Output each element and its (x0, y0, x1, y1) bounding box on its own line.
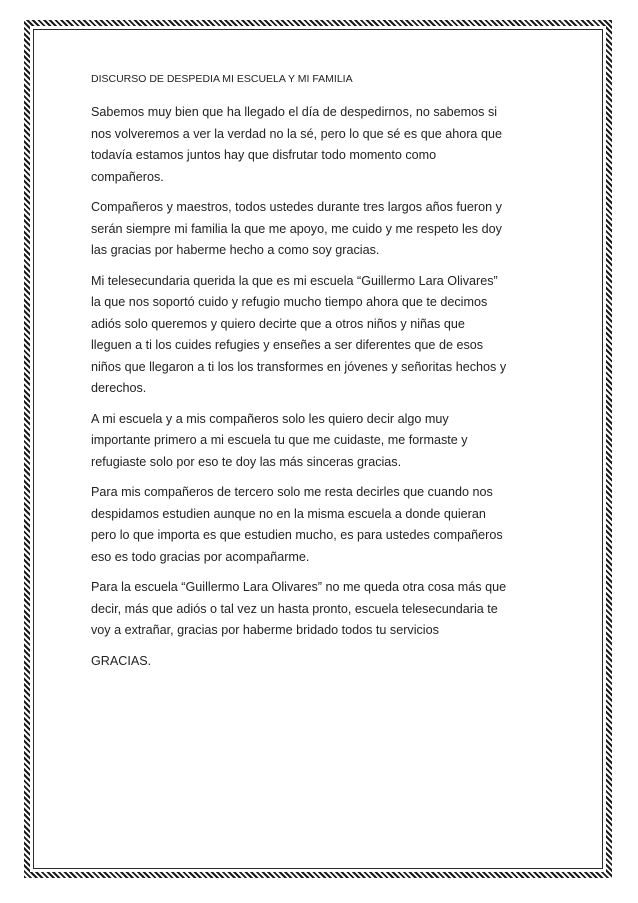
text-line: la que nos soportó cuido y refugio mucho tiempo ahora que te decimos (91, 295, 488, 309)
text-line: serán siempre mi familia la que me apoyo, me cuido y me respeto les doy (91, 221, 502, 236)
text-line: compañeros. (91, 169, 164, 184)
paragraph-1 (91, 102, 551, 188)
paragraph-3 (91, 271, 551, 400)
paragraph-5 (91, 482, 551, 568)
text-line: las gracias por haberme hecho a como soy gracias. (91, 243, 380, 257)
text-line: Para mis compañeros de tercero solo me resta decirles que cuando nos (91, 485, 493, 499)
text-line: niños que llegaron a ti los los transformes en jóvenes y señoritas hechos y (91, 359, 507, 374)
document-body (91, 72, 551, 681)
text-line: pero lo que importa es que estudien mucho, es para ustedes compañeros (91, 528, 503, 542)
text-line: decir, más que adiós o tal vez un hasta pronto, escuela telesecundaria te (91, 601, 498, 616)
paragraph-closing (91, 651, 551, 673)
text-line: derechos. (91, 381, 147, 395)
text-line: A mi escuela y a mis compañeros solo les quiero decir algo muy (91, 411, 449, 426)
text-line: lleguen a ti los cuides refugies y enseñes a ser diferentes que de esos (91, 338, 484, 352)
text-line: Mi telesecundaria querida la que es mi escuela “Guillermo Lara Olivares” (91, 273, 498, 288)
document-title: DISCURSO DE DESPEDIA MI ESCUELA Y MI FAMILIA (91, 73, 353, 85)
text-line: adiós solo queremos y quiero decirte que a otros niños y niñas que (91, 316, 465, 331)
paragraph-2 (91, 197, 551, 262)
text-line: todavía estamos juntos hay que disfrutar todo momento como (91, 148, 437, 162)
paragraph-6 (91, 577, 551, 642)
paragraph-4 (91, 409, 551, 474)
text-line: GRACIAS. (91, 653, 152, 668)
text-line: Compañeros y maestros, todos ustedes durante tres largos años fueron y (91, 200, 502, 214)
text-line: importante primero a mi escuela tu que me cuidaste, me formaste y (91, 433, 468, 447)
text-line: voy a extrañar, gracias por haberme bridado todos tu servicios (91, 623, 439, 637)
text-line: Para la escuela “Guillermo Lara Olivares” no me queda otra cosa más que (91, 580, 507, 594)
text-line: nos volveremos a ver la verdad no la sé, pero lo que sé es que ahora que (91, 126, 502, 141)
text-line: refugiaste solo por eso te doy las más sinceras gracias. (91, 454, 402, 469)
text-line: despidamos estudien aunque no en la misma escuela a donde quieran (91, 506, 486, 521)
text-line: eso es todo gracias por acompañarme. (91, 549, 310, 564)
text-line: Sabemos muy bien que ha llegado el día de despedirnos, no sabemos si (91, 105, 498, 119)
